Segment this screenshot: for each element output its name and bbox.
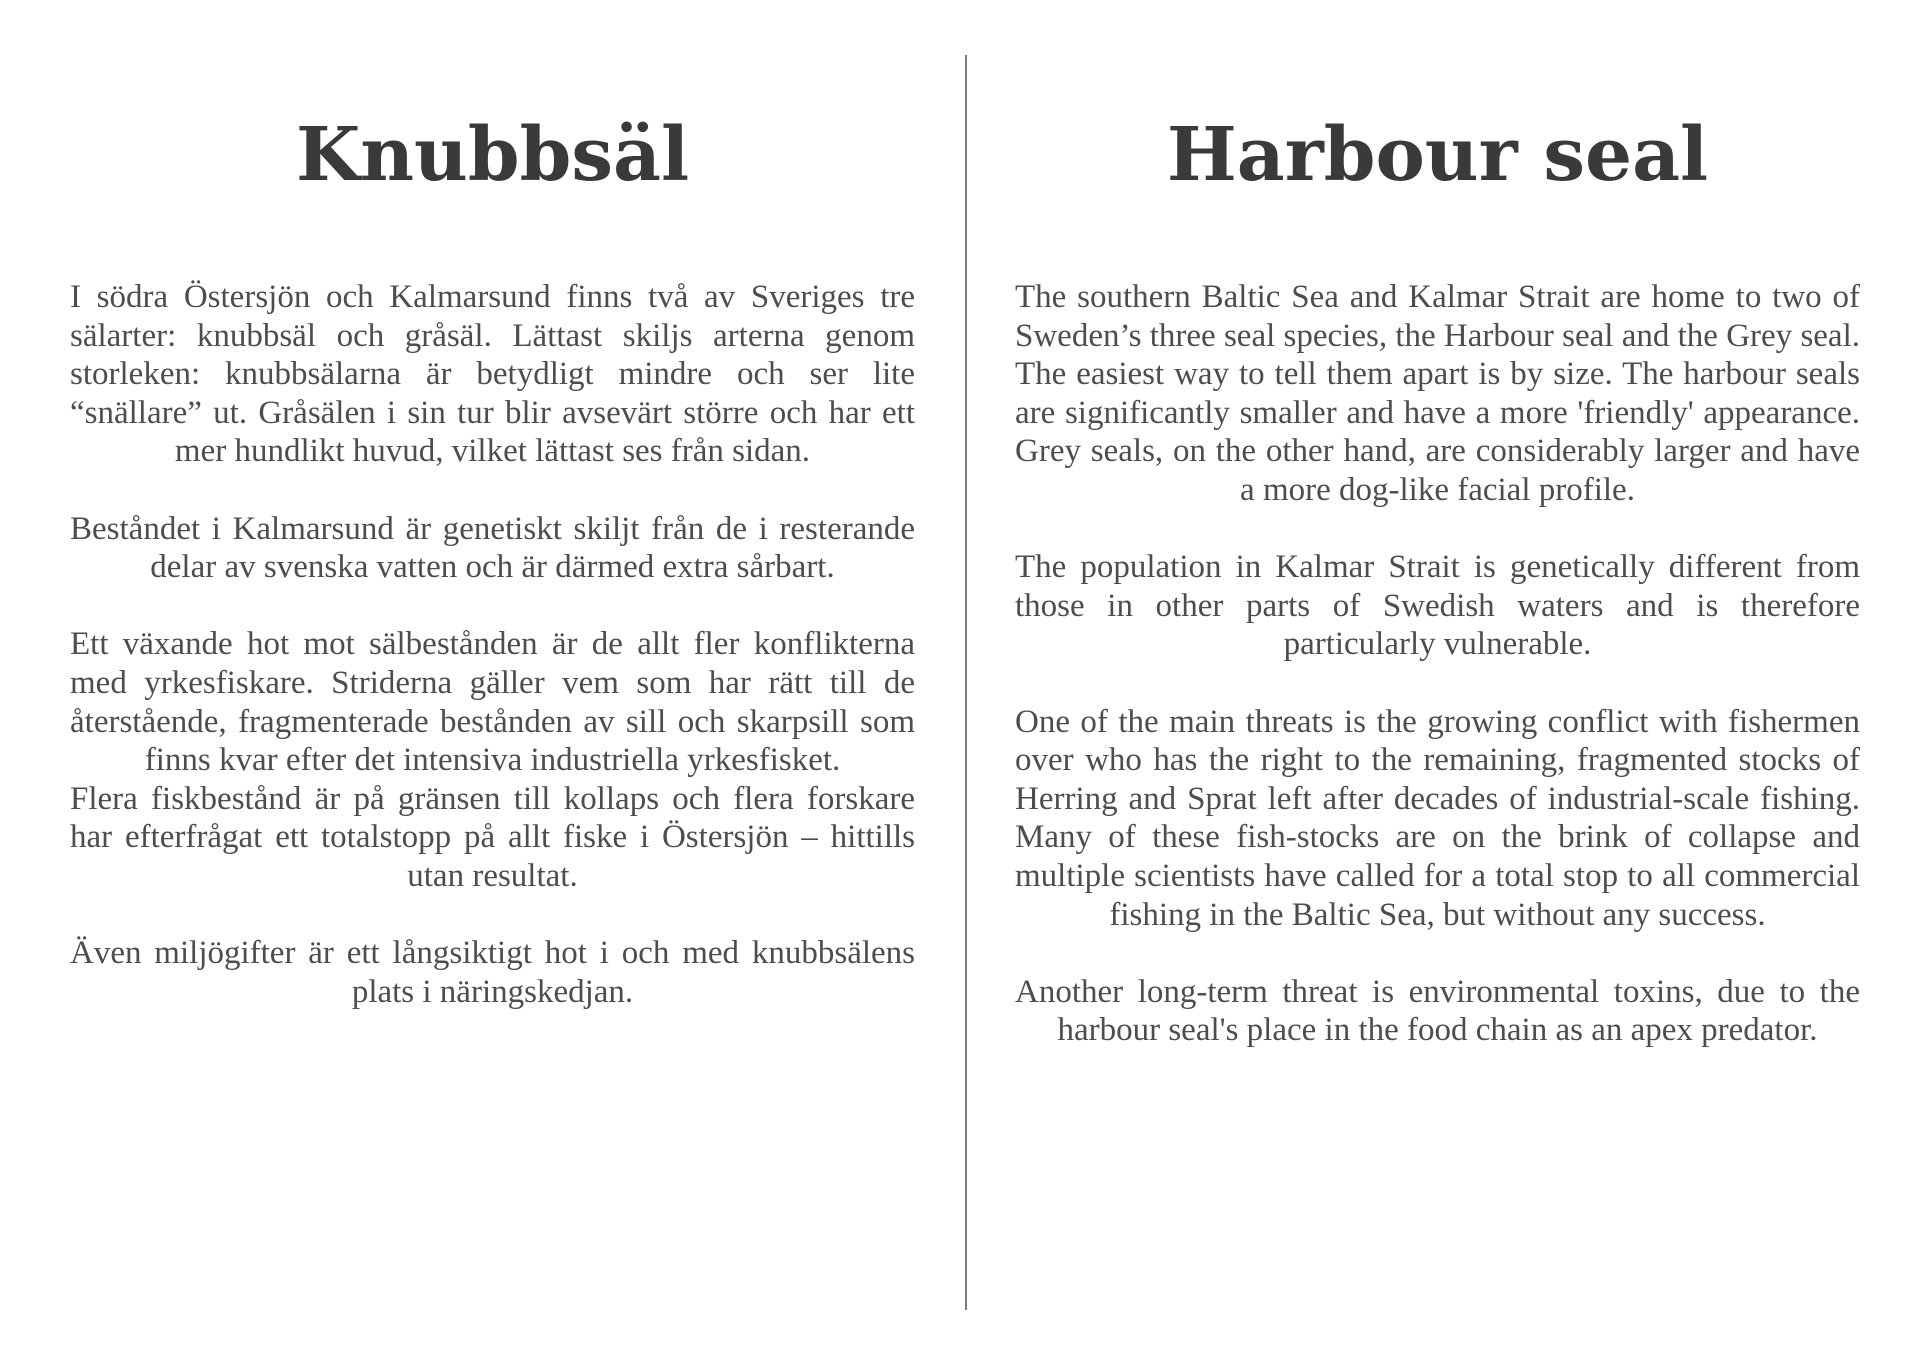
english-paragraph-species: The southern Baltic Sea and Kalmar Strait are home to two of Sweden’s three seal species, the Harbour seal and the Grey seal. The easiest way to tell them apart is by size. The harbour seals are significantly smaller and have a more 'friendly' appearance. Grey seals, on the other hand, are considerably larger and have a more dog-like facial profile. bbox=[1015, 279, 1860, 508]
english-paragraph-population: The population in Kalmar Strait is genetically different from those in other parts of Swedish waters and is therefore particularly vulnerable. bbox=[1015, 549, 1860, 663]
english-column bbox=[1015, 100, 1860, 1088]
swedish-paragraph-toxins: Även miljögifter är ett långsiktigt hot i och med knubbsälens plats i näringskedjan. bbox=[70, 935, 915, 1010]
swedish-title: Knubbsäl bbox=[295, 112, 690, 198]
swedish-paragraph-species: I södra Östersjön och Kalmarsund finns två av Sveriges tre sälarter: knubbsäl och gråsäl. Lättast skiljs arterna genom storleken: knubbsälarna är betydligt mindre och ser lite “snällare” ut. Gråsälen i sin tur blir avsevärt större och har ett mer hundlikt huvud, vilket lättast ses från sidan. bbox=[70, 279, 915, 470]
swedish-body bbox=[70, 278, 915, 1011]
english-paragraph-fishing-conflict: One of the main threats is the growing conflict with fishermen over who has the right to the remaining, fragmented stocks of Herring and Sprat left after decades of industrial-scale fishing. Many of these fish-stocks are on the brink of collapse and multiple scientists have called for a total stop to all commercial fishing in the Baltic Sea, but without any success. bbox=[1015, 703, 1860, 933]
swedish-column bbox=[70, 100, 915, 1050]
swedish-paragraph-population: Beståndet i Kalmarsund är genetiskt skiljt från de i resterande delar av svenska vatten och är därmed extra sårbart. bbox=[70, 510, 915, 586]
english-title: Harbour seal bbox=[1166, 112, 1709, 198]
english-paragraph-toxins: Another long-term threat is environmental toxins, due to the harbour seal's place in the food chain as an apex predator. bbox=[1015, 973, 1860, 1049]
swedish-paragraph-fish-collapse: Flera fiskbestånd är på gränsen till kollaps och flera forskare har efterfrågat ett totalstopp på allt fiske i Östersjön – hittills utan resultat. bbox=[70, 780, 915, 894]
column-divider bbox=[965, 55, 967, 1310]
swedish-paragraph-fishing-conflict: Ett växande hot mot sälbestånden är de allt fler konflikterna med yrkesfiskare. Striderna gäller vem som har rätt till de återstående, fragmenterade bestånden av sill och skarpsill som finns kvar efter det intensiva industriella yrkesfisket. bbox=[70, 626, 915, 779]
english-body bbox=[1015, 278, 1860, 1050]
